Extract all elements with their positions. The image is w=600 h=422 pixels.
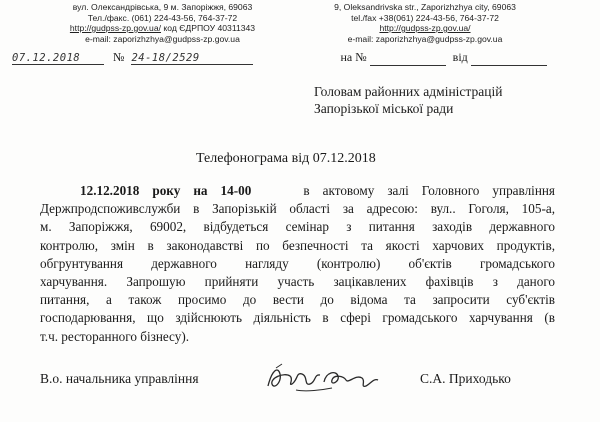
document-title: Телефонограма від 07.12.2018 [196, 151, 376, 166]
header-right-email: e-mail: zaporizhzhya@gudpss-zp.gov.ua [347, 33, 503, 44]
body-line: обгрунтування державного нагляду (контролю) об'єктів громадського [40, 255, 555, 271]
header-right-website-link[interactable]: http://gudpss-zp.gov.ua/ [379, 23, 471, 33]
body-line: 12.12.2018 року на 14-00 в актовому залі Головного управління [80, 183, 555, 198]
body-line: Держпродспоживслужби в Запорізькій області за адресою: вул.. Гоголя, 105-а, [40, 201, 555, 217]
body-line: контролю, змін в законодавстві по безпечності та якості харчових продуктів, [40, 237, 555, 253]
reply-number-label: на № [340, 50, 367, 64]
registration-number-label: № [113, 50, 125, 64]
handwritten-signature-icon [262, 360, 382, 396]
reply-from-label: від [452, 50, 468, 64]
header-right-address: 9, Oleksandrivska str., Zaporizhzhya city, 69063 [334, 2, 516, 12]
registration-date: 07.12.2018 [12, 52, 104, 65]
body-line: т.ч. ресторанного бізнесу). [40, 328, 190, 344]
body-line: м. Запоріжжя, 69002, відбудеться семінар з питання заходів державного [40, 219, 555, 235]
addressee-block [314, 83, 502, 117]
addressee-line-1: Головам районних адміністрацій [314, 84, 503, 99]
reply-number-blank [370, 50, 446, 66]
header-left-block [60, 2, 265, 44]
body-line: харчування. Запрошую прийняти участь зацікавлених фахівців з даного [40, 274, 555, 290]
reply-date-blank [471, 50, 547, 66]
header-left-email: e-mail: zaporizhzhya@gudpss-zp.gov.ua [85, 33, 240, 44]
header-left-code: код ЄДРПОУ 40311343 [163, 23, 256, 33]
header-right-phone: tel./fax +38(061) 224-43-56, 764-37-72 [351, 12, 499, 23]
header-left-phone: Тел./факс. (061) 224-43-56, 764-37-72 [87, 12, 238, 23]
document-body [40, 182, 555, 346]
header-right-block [330, 2, 520, 44]
body-line: господарювання, що здійснюють діяльність в сфері громадського харчування (в [40, 310, 555, 326]
body-line: питання, а також просимо до вести до відома та запросити суб'єктів [40, 292, 555, 308]
header-left-website-link[interactable]: http://gudpss-zp.gov.ua/ [69, 23, 161, 33]
addressee-line-2: Запорізької міської ради [314, 101, 454, 116]
signature-position: В.о. начальника управління [40, 371, 199, 386]
header-left-address: вул. Олександрівська, 9 м. Запоріжжя, 69063 [72, 2, 253, 12]
registration-number: 24-18/2529 [131, 52, 253, 65]
signature-name: С.А. Приходько [420, 371, 511, 386]
body-lead-bold: 12.12.2018 року на 14-00 [80, 183, 252, 198]
registration-line [12, 50, 547, 66]
